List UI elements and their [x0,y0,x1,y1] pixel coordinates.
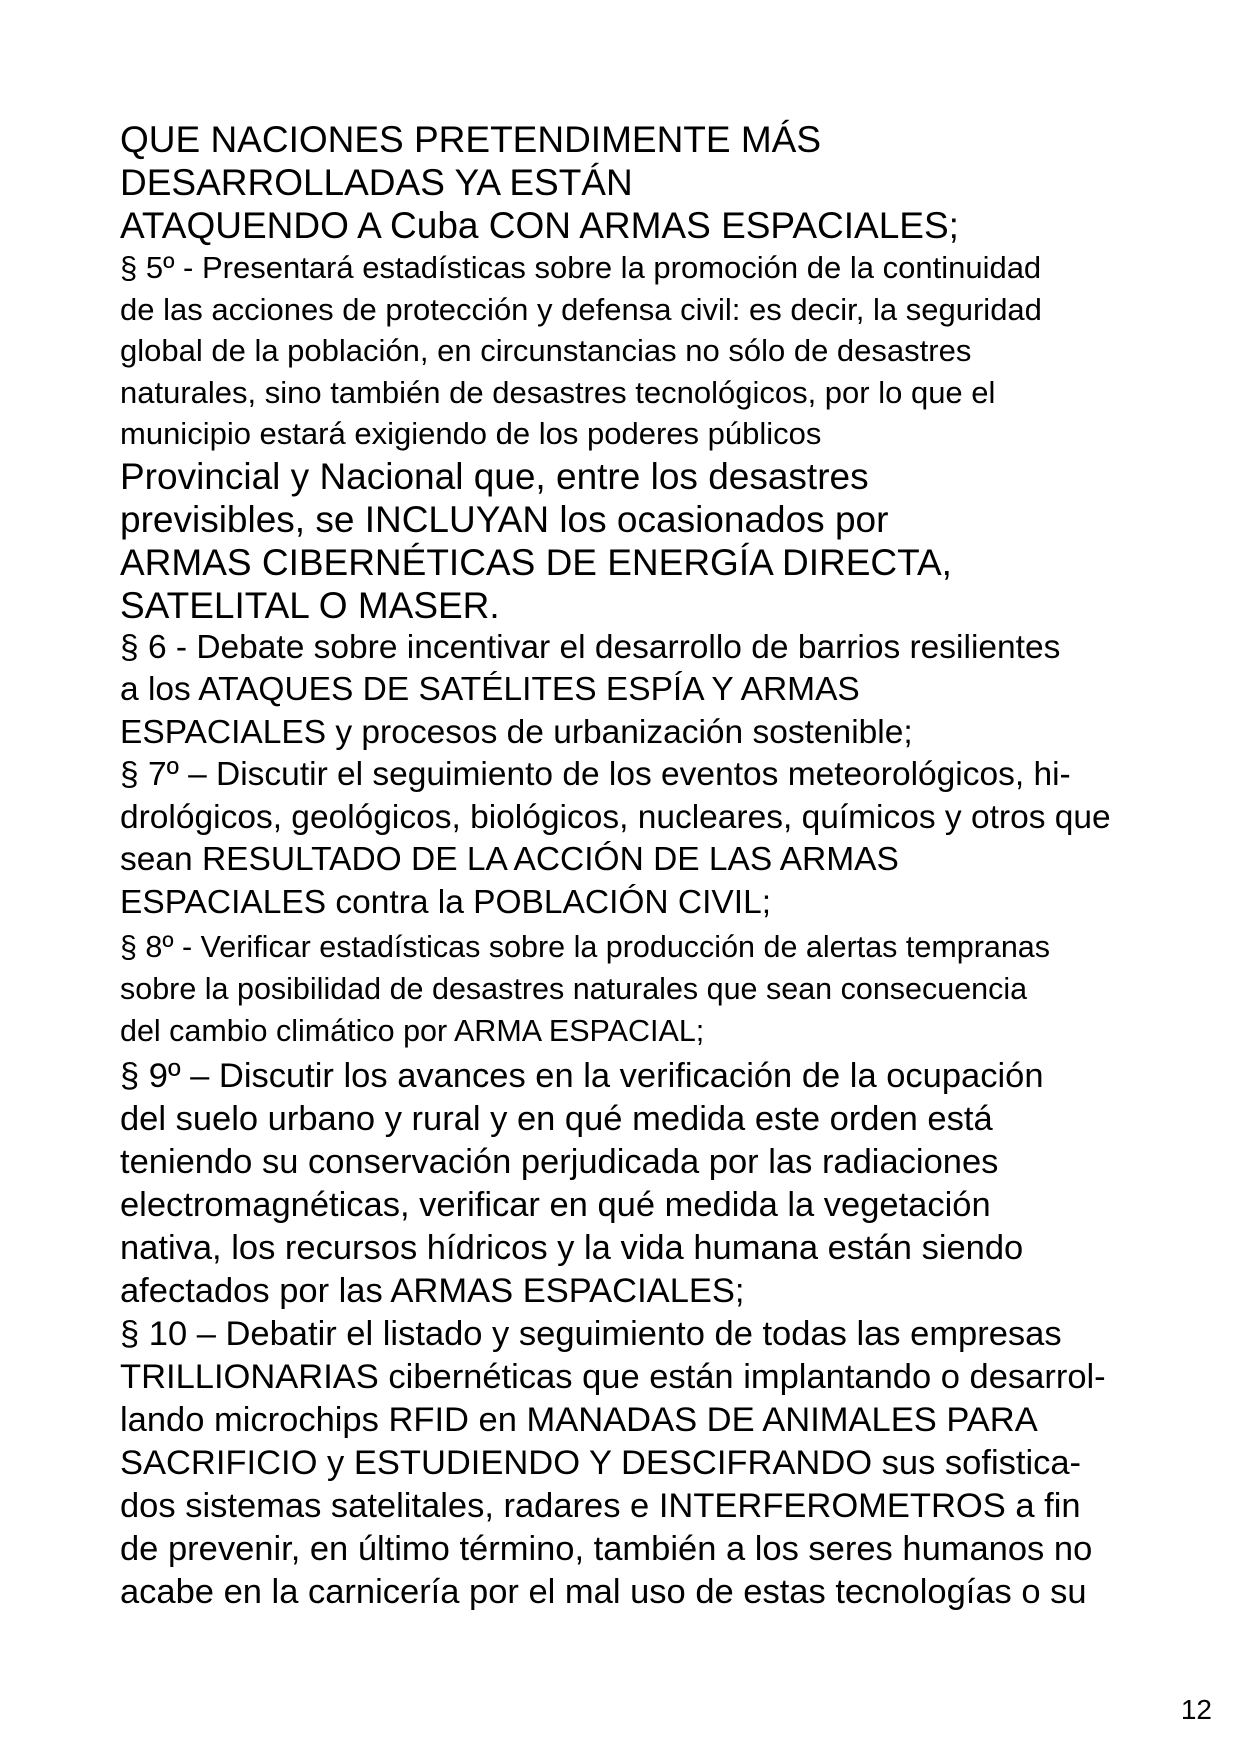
section-5 [120,247,1130,455]
section-6 [120,627,1130,755]
page-number: 12 [1180,1694,1212,1725]
section-8 [120,926,1130,1052]
text-line: electromagnéticas, verificar en qué medida la vegetación [120,1186,991,1224]
text-line: § 9º – Discutir los avances en la verificación de la ocupación [120,1057,1044,1095]
section-5-continued [120,455,1130,627]
text-line: afectados por las ARMAS ESPACIALES; [120,1272,745,1310]
text-line: global de la población, en circunstancias no sólo de desastres [120,333,972,368]
text-line: lando microchips RFID en MANADAS DE ANIMALES PARA [120,1401,1038,1439]
text-line: ESPACIALES y procesos de urbanización sostenible; [120,713,913,751]
text-line: sobre la posibilidad de desastres naturales que sean consecuencia [120,972,1028,1006]
text-line: § 10 – Debatir el listado y seguimiento de todas las empresas [120,1315,1062,1353]
text-line: ATAQUENDO A Cuba CON ARMAS ESPACIALES; [120,205,959,246]
text-line: ARMAS CIBERNÉTICAS DE ENERGÍA DIRECTA, [120,541,952,583]
text-line: drológicos, geológicos, biológicos, nucleares, químicos y otros que [120,798,1111,836]
text-line: Provincial y Nacional que, entre los desastres [120,455,869,497]
document-body [120,118,1130,1614]
text-line: dos sistemas satelitales, radares e INTERFEROMETROS a fin [120,1487,1081,1525]
text-line: naturales, sino también de desastres tecnológicos, por lo que el [120,374,996,410]
text-line: sean RESULTADO DE LA ACCIÓN DE LAS ARMAS [120,841,899,878]
text-line: del suelo urbano y rural y en qué medida este orden está [120,1100,993,1138]
text-line: SATELITAL O MASER. [120,584,500,626]
text-line: previsibles, se INCLUYAN los ocasionados por [120,498,889,540]
text-line: QUE NACIONES PRETENDIMENTE MÁS [120,119,822,160]
section-7 [120,754,1130,924]
text-line: TRILLIONARIAS cibernéticas que están implantando o desarrol- [120,1358,1106,1396]
text-line: acabe en la carnicería por el mal uso de estas tecnologías o su [120,1573,1087,1611]
heading-armas-espaciales [120,118,1130,247]
text-line: nativa, los recursos hídricos y la vida humana están siendo [120,1229,1024,1267]
text-line: SACRIFICIO y ESTUDIENDO Y DESCIFRANDO sus sofistica- [120,1444,1082,1482]
text-line: de las acciones de protección y defensa civil: es decir, la seguridad [120,291,1042,327]
text-line: de prevenir, en último término, también a los seres humanos no [120,1530,1093,1568]
text-line: § 5º - Presentará estadísticas sobre la promoción de la continuidad [120,250,1042,285]
text-line: § 6 - Debate sobre incentivar el desarrollo de barrios resilientes [120,628,1061,666]
section-10 [120,1313,1130,1614]
text-line: DESARROLLADAS YA ESTÁN [120,162,633,203]
text-line: § 7º – Discutir el seguimiento de los eventos meteorológicos, hi- [120,756,1071,793]
section-9 [120,1055,1130,1313]
text-line: a los ATAQUES DE SATÉLITES ESPÍA Y ARMAS [120,671,860,708]
text-line: del cambio climático por ARMA ESPACIAL; [120,1014,705,1048]
text-line: ESPACIALES contra la POBLACIÓN CIVIL; [120,883,772,921]
text-line: municipio estará exigiendo de los poderes públicos [120,416,822,451]
text-line: teniendo su conservación perjudicada por las radiaciones [120,1143,999,1181]
text-line: § 8º - Verificar estadísticas sobre la producción de alertas tempranas [120,930,1050,964]
